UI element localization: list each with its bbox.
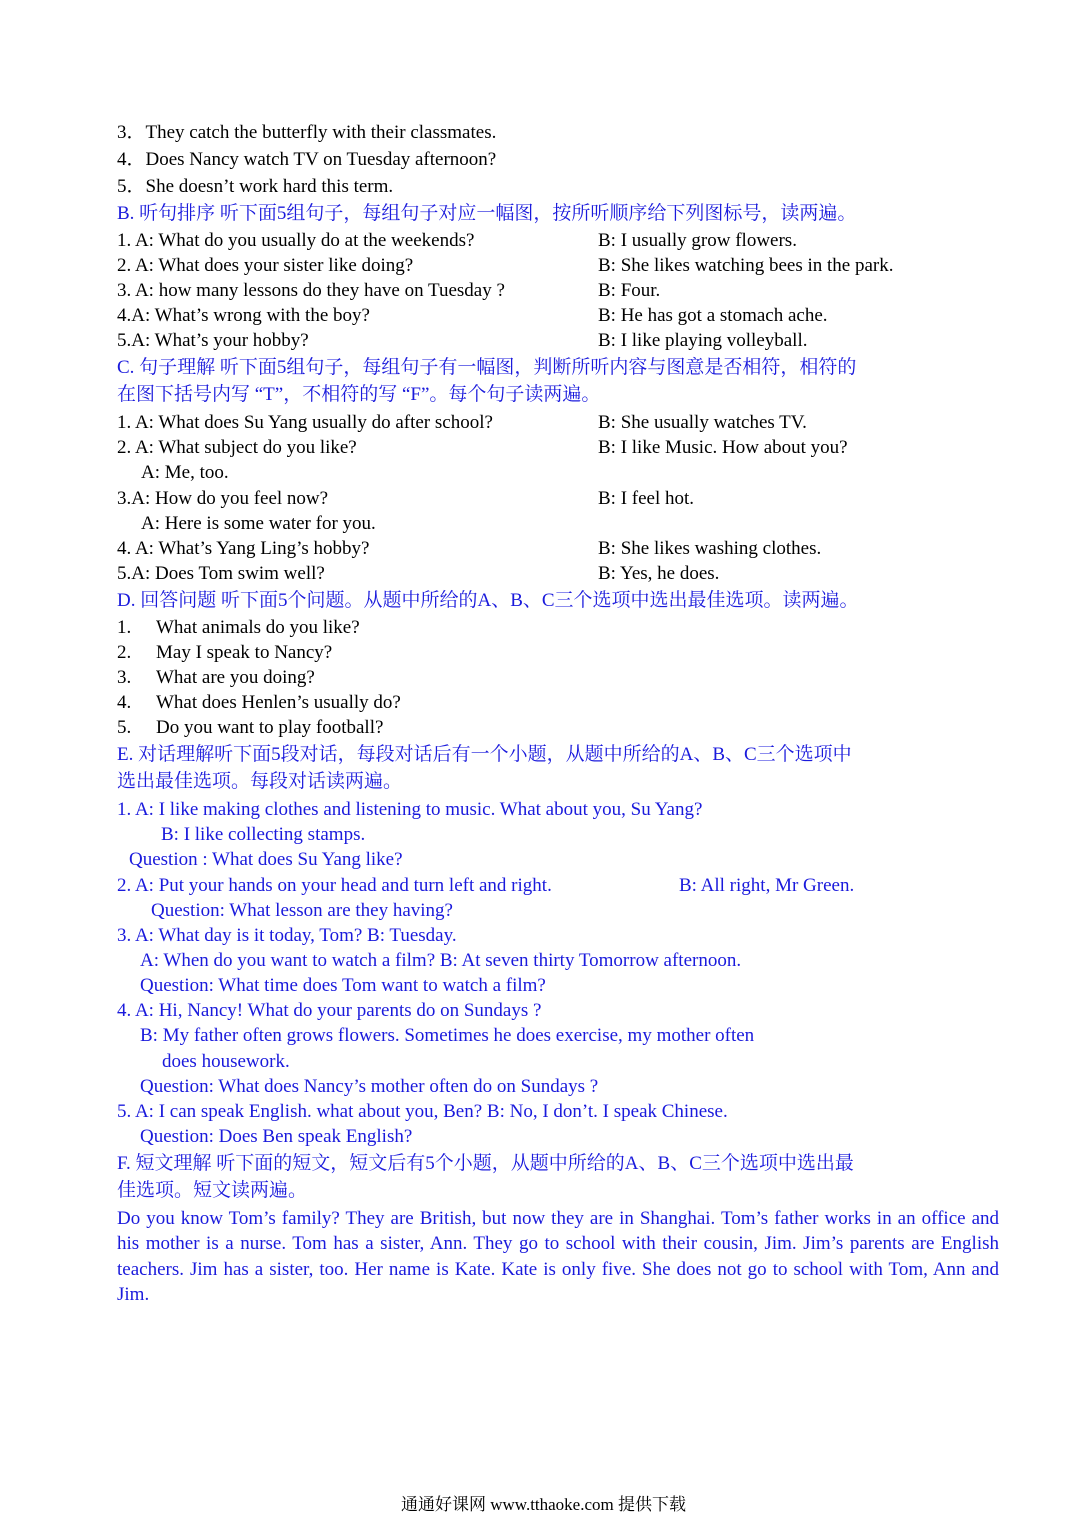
partD-item-3 xyxy=(117,666,315,690)
partC-row-5-b: B: Yes, he does. xyxy=(598,563,720,584)
partE-heading-line1: E. 对话理解听下面5段对话，每段对话后有一个小题，从题中所给的A、B、C三个选项中 xyxy=(117,744,852,765)
partD-item-2 xyxy=(117,641,333,665)
partB-row-1-a: 1. A: What do you usually do at the weekends? xyxy=(117,230,475,251)
partC-row-4-a: 4. A: What’s Yang Ling’s hobby? xyxy=(117,538,370,559)
partC-heading-line2: 在图下括号内写 “T”，不相符的写 “F”。每个句子读两遍。 xyxy=(117,384,601,405)
partB-row-2-b: B: She likes watching bees in the park. xyxy=(598,255,894,276)
partB-heading: B. 听句排序 听下面5组句子，每组句子对应一幅图，按所听顺序给下列图标号，读两遍。 xyxy=(117,203,857,224)
partC-row-1-a: 1. A: What does Su Yang usually do after school? xyxy=(117,412,493,433)
partF-passage: Do you know Tom’s family? They are British, but now they are in Shanghai. Tom’s father works in an office and his mother is a nurse. Tom has a sister, Ann. They go to school with their cousin, Jim. Jim’s parents are English teachers. Jim has a sister, too. Her name is Kate. Kate is only five. She does not go to school with Tom, Ann and Jim. xyxy=(117,1208,999,1305)
partC-heading-line1: C. 句子理解 听下面5组句子，每组句子有一幅图，判断所听内容与图意是否相符，相符的 xyxy=(117,357,857,378)
partB-row-3-b: B: Four. xyxy=(598,280,661,301)
partE-dialogue-1-b: B: I like collecting stamps. xyxy=(161,824,366,845)
partE-dialogue-3-a: 3. A: What day is it today, Tom? B: Tuesday. xyxy=(117,925,457,946)
partB-row-4-b: B: He has got a stomach ache. xyxy=(598,305,828,326)
partE-dialogue-2-b: B: All right, Mr Green. xyxy=(679,875,855,896)
partD-item-4-num: 4. xyxy=(117,692,132,713)
partD-item-3-num: 3. xyxy=(117,667,132,688)
partB-row-5-b: B: I like playing volleyball. xyxy=(598,330,808,351)
partD-item-2-text: May I speak to Nancy? xyxy=(156,642,333,663)
partC-row-4-b: B: She likes washing clothes. xyxy=(598,538,822,559)
partD-item-1 xyxy=(117,616,360,640)
partC-row-3-a: 3.A: How do you feel now? xyxy=(117,488,329,509)
partC-row-2-b: B: I like Music. How about you? xyxy=(598,437,848,458)
partB-row-1-b: B: I usually grow flowers. xyxy=(598,230,797,251)
partB-row-5 xyxy=(117,329,1077,353)
partE-dialogue-4-b-line2: does housework. xyxy=(162,1051,290,1072)
partF-heading-line1: F. 短文理解 听下面的短文，短文后有5个小题，从题中所给的A、B、C三个选项中选出最 xyxy=(117,1153,854,1174)
partE-dialogue-2 xyxy=(117,874,1077,898)
partE-dialogue-4-a: 4. A: Hi, Nancy! What do your parents do on Sundays ? xyxy=(117,1000,542,1021)
partD-item-4-text: What does Henlen’s usually do? xyxy=(156,692,401,713)
partD-item-4 xyxy=(117,691,401,715)
partB-row-1 xyxy=(117,229,1077,253)
partE-dialogue-2-a: 2. A: Put your hands on your head and turn left and right. xyxy=(117,875,552,896)
partD-item-1-num: 1. xyxy=(117,617,132,638)
partE-dialogue-5-a: 5. A: I can speak English. what about you, Ben? B: No, I don’t. I speak Chinese. xyxy=(117,1101,728,1122)
partD-item-2-num: 2. xyxy=(117,642,132,663)
partB-row-4 xyxy=(117,304,1077,328)
partD-item-3-text: What are you doing? xyxy=(156,667,315,688)
partC-row-3-b: B: I feel hot. xyxy=(598,488,695,509)
partC-row-5 xyxy=(117,562,1077,586)
partE-dialogue-4-b-line1: B: My father often grows flowers. Sometimes he does exercise, my mother often xyxy=(140,1025,755,1046)
partE-dialogue-3-question: Question: What time does Tom want to watch a film? xyxy=(140,975,546,996)
partC-row-2-a: 2. A: What subject do you like? xyxy=(117,437,357,458)
partB-row-2-a: 2. A: What does your sister like doing? xyxy=(117,255,414,276)
partC-row-2-reply: A: Me, too. xyxy=(141,462,229,483)
partE-dialogue-4-question: Question: What does Nancy’s mother often do on Sundays ? xyxy=(140,1076,599,1097)
partE-dialogue-1-question: Question : What does Su Yang like? xyxy=(129,849,403,870)
partC-row-4 xyxy=(117,537,1077,561)
partB-row-4-a: 4.A: What’s wrong with the boy? xyxy=(117,305,370,326)
partF-heading-line2: 佳选项。短文读两遍。 xyxy=(117,1180,308,1201)
partC-row-3 xyxy=(117,487,1077,511)
partE-heading-line2: 选出最佳选项。每段对话读两遍。 xyxy=(117,771,403,792)
partD-item-5-num: 5. xyxy=(117,717,132,738)
partC-row-3-reply: A: Here is some water for you. xyxy=(141,513,376,534)
partE-dialogue-2-question: Question: What lesson are they having? xyxy=(151,900,453,921)
partE-dialogue-5-question: Question: Does Ben speak English? xyxy=(140,1126,413,1147)
page-footer: 通通好课网 www.tthaoke.com 提供下载 xyxy=(400,1495,687,1514)
partA-item-3: 3．They catch the butterfly with their classmates. xyxy=(117,122,497,143)
partC-row-2 xyxy=(117,436,1077,460)
partD-item-5-text: Do you want to play football? xyxy=(156,717,384,738)
partC-row-1-b: B: She usually watches TV. xyxy=(598,412,807,433)
partD-heading: D. 回答问题 听下面5个问题。从题中所给的A、B、C三个选项中选出最佳选项。读两遍。 xyxy=(117,590,859,611)
partA-item-4: 4．Does Nancy watch TV on Tuesday afternoon? xyxy=(117,149,497,170)
partB-row-3-a: 3. A: how many lessons do they have on Tuesday ? xyxy=(117,280,505,301)
partE-dialogue-1-a: 1. A: I like making clothes and listening to music. What about you, Su Yang? xyxy=(117,799,703,820)
partD-item-5 xyxy=(117,716,384,740)
partC-row-1 xyxy=(117,411,1077,435)
partE-dialogue-3-b: A: When do you want to watch a film? B: At seven thirty Tomorrow afternoon. xyxy=(140,950,742,971)
partB-row-3 xyxy=(117,279,1077,303)
partA-item-5: 5．She doesn’t work hard this term. xyxy=(117,176,394,197)
partC-row-5-a: 5.A: Does Tom swim well? xyxy=(117,563,325,584)
partD-item-1-text: What animals do you like? xyxy=(156,617,360,638)
partB-row-5-a: 5.A: What’s your hobby? xyxy=(117,330,309,351)
partB-row-2 xyxy=(117,254,1077,278)
